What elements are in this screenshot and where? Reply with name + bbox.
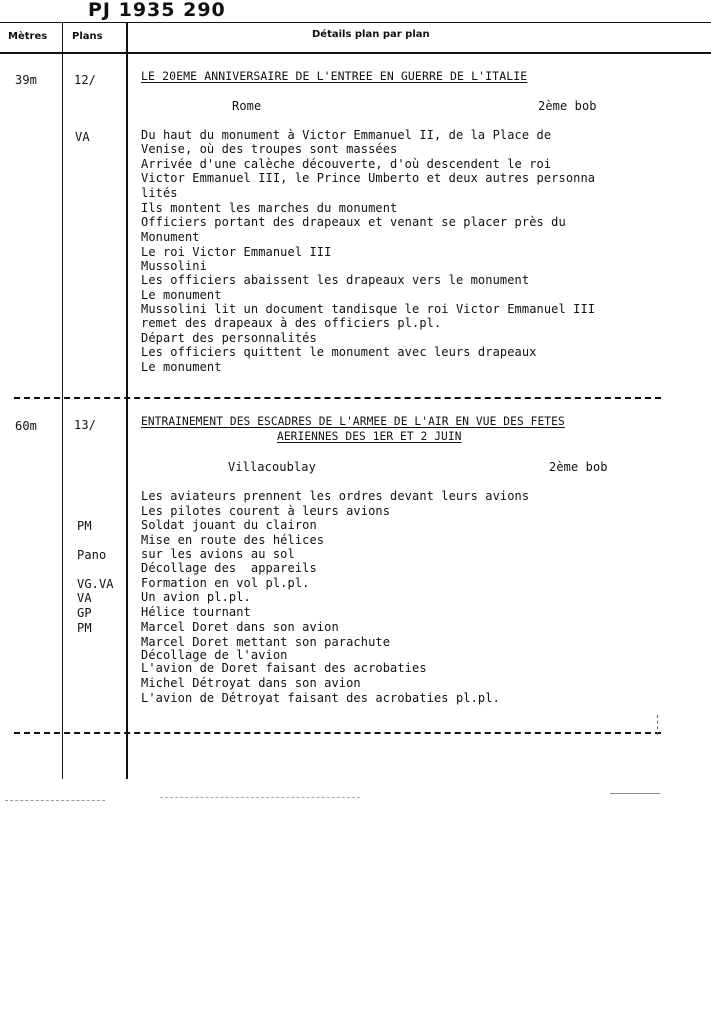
section-separator	[14, 397, 661, 399]
section-2-plan-number: 13/	[74, 418, 96, 432]
list-item: Soldat jouant du clairon	[141, 518, 317, 532]
header-top-rule	[0, 22, 711, 23]
scan-mark	[5, 800, 105, 801]
plan-code: GP	[77, 606, 92, 620]
list-item: sur les avions au sol	[141, 547, 295, 561]
list-item: Le roi Victor Emmanuel III	[141, 245, 332, 259]
list-item: lités	[141, 186, 178, 200]
section-2-title-line-1: ENTRAINEMENT DES ESCADRES DE L'ARMEE DE L'AIR EN VUE DES FETES	[141, 415, 565, 428]
list-item: Monument	[141, 230, 200, 244]
list-item: Hélice tournant	[141, 605, 251, 619]
scan-mark	[160, 797, 360, 798]
list-item: Les officiers quittent le monument avec leurs drapeaux	[141, 345, 537, 359]
list-item: Les officiers abaissent les drapeaux vers le monument	[141, 273, 530, 287]
list-item: Marcel Doret dans son avion	[141, 620, 339, 634]
column-rule-right	[126, 22, 128, 779]
list-item: Ils montent les marches du monument	[141, 201, 398, 215]
column-rule-left	[62, 22, 63, 779]
list-item: Du haut du monument à Victor Emmanuel II, de la Place de	[141, 128, 552, 142]
list-item: Michel Détroyat dans son avion	[141, 676, 361, 690]
document-reference: PJ 1935 290	[88, 0, 226, 21]
header-details: Détails plan par plan	[312, 29, 430, 40]
list-item: Décollage de l'avion	[141, 648, 288, 662]
scan-mark	[657, 715, 658, 735]
list-item: Arrivée d'une calèche découverte, d'où descendent le roi	[141, 157, 552, 171]
plan-code: VA	[77, 591, 92, 605]
plan-code: PM	[77, 621, 92, 635]
header-plans: Plans	[72, 31, 103, 42]
section-1-metres: 39m	[15, 73, 37, 87]
scan-mark	[610, 793, 660, 794]
list-item: Un avion pl.pl.	[141, 590, 251, 604]
plan-code: PM	[77, 519, 92, 533]
list-item: Le monument	[141, 288, 222, 302]
section-1-plan-number: 12/	[74, 73, 96, 87]
list-item: Officiers portant des drapeaux et venant se placer près du	[141, 215, 566, 229]
section-separator	[14, 732, 661, 734]
list-item: Départ des personnalités	[141, 331, 317, 345]
section-2-metres: 60m	[15, 419, 37, 433]
plan-code: Pano	[77, 548, 107, 562]
list-item: L'avion de Doret faisant des acrobaties	[141, 661, 427, 675]
list-item: Venise, où des troupes sont massées	[141, 142, 398, 156]
list-item: Les aviateurs prennent les ordres devant leurs avions	[141, 489, 530, 503]
section-2-title-line-2: AERIENNES DES 1ER ET 2 JUIN	[277, 430, 462, 443]
list-item: Décollage des appareils	[141, 561, 317, 575]
list-item: Victor Emmanuel III, le Prince Umberto et deux autres personna	[141, 171, 596, 185]
list-item: Les pilotes courent à leurs avions	[141, 504, 391, 518]
list-item: Formation en vol pl.pl.	[141, 576, 310, 590]
list-item: remet des drapeaux à des officiers pl.pl.	[141, 316, 442, 330]
list-item: Mussolini lit un document tandisque le roi Victor Emmanuel III	[141, 302, 596, 316]
section-2-reel: 2ème bob	[549, 460, 608, 474]
list-item: Mise en route des hélices	[141, 533, 325, 547]
plan-code: VG.VA	[77, 577, 114, 591]
section-2-place: Villacoublay	[228, 460, 316, 474]
section-1-place: Rome	[232, 99, 262, 113]
list-item: Le monument	[141, 360, 222, 374]
header-metres: Mètres	[8, 31, 48, 42]
list-item: Mussolini	[141, 259, 207, 273]
header-bottom-rule	[0, 52, 711, 54]
section-1-title: LE 20EME ANNIVERSAIRE DE L'ENTREE EN GUERRE DE L'ITALIE	[141, 69, 528, 83]
section-1-line-plan: VA	[75, 130, 90, 144]
list-item: L'avion de Détroyat faisant des acrobaties pl.pl.	[141, 691, 500, 705]
list-item: Marcel Doret mettant son parachute	[141, 635, 391, 649]
section-1-reel: 2ème bob	[538, 99, 597, 113]
